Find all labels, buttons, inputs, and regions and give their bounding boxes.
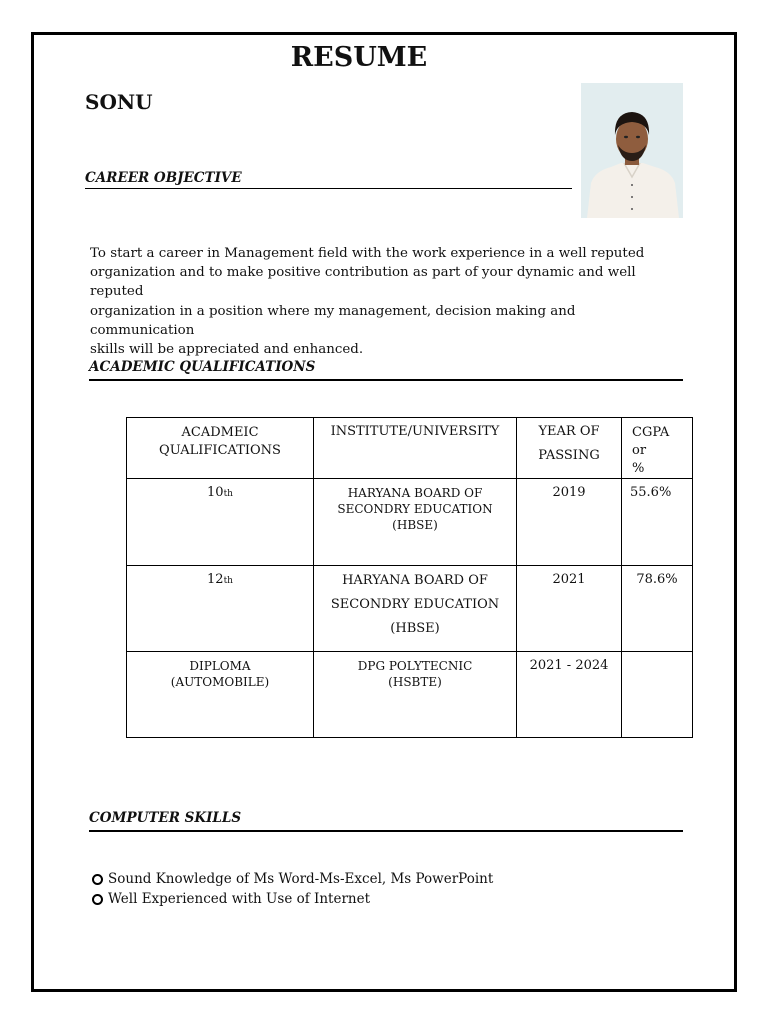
institute-line: (HBSE) [390,621,440,636]
qualification-line: DIPLOMA [189,659,251,673]
skills-list [92,869,493,909]
qualification-value: 10 [207,485,224,500]
computer-skills-rule [89,830,683,832]
institute-line: HARYANA BOARD OF [342,573,488,588]
career-objective-text [90,244,670,359]
institute-line: DPG POLYTECNIC [357,659,473,673]
career-objective-heading: CAREER OBJECTIVE [85,170,242,186]
cell-cgpa [622,652,693,738]
career-objective-rule [85,188,572,189]
header-text: YEAR OF [538,424,600,439]
header-text: QUALIFICATIONS [159,443,281,458]
table-row [127,479,693,566]
objective-line: organization in a position where my management, decision making and communication [90,303,576,338]
resume-title: RESUME [290,42,428,73]
table-row [127,652,693,738]
institute-line: (HSBTE) [388,675,442,689]
list-item [92,889,493,909]
skill-text: Sound Knowledge of Ms Word-Ms-Excel, Ms PowerPoint [108,871,494,887]
circle-bullet-icon [92,894,103,905]
cell-cgpa: 55.6% [622,479,693,566]
cell-institute [314,566,517,652]
qualification-suffix: th [223,576,233,586]
profile-photo [581,83,683,218]
table-header-row [127,418,693,479]
objective-line: skills will be appreciated and enhanced. [90,342,364,358]
cell-year: 2021 [517,566,622,652]
table-row [127,566,693,652]
header-text: INSTITUTE/UNIVERSITY [330,424,500,439]
cell-qualification [127,479,314,566]
header-cgpa [622,418,693,479]
qualifications-table [126,417,693,738]
header-text: CGPA or [632,425,670,458]
cell-qualification [127,566,314,652]
cell-institute [314,479,517,566]
header-year [517,418,622,479]
objective-line: organization and to make positive contribution as part of your dynamic and well reputed [90,265,636,300]
academic-rule [89,379,683,381]
qualification-line: (AUTOMOBILE) [170,675,270,689]
computer-skills-heading: COMPUTER SKILLS [89,810,242,826]
institute-line: SECONDRY EDUCATION [337,502,493,516]
header-text: PASSING [538,448,600,463]
qualification-suffix: th [223,489,233,499]
cell-institute [314,652,517,738]
academic-heading: ACADEMIC QUALIFICATIONS [89,359,316,375]
cell-year: 2019 [517,479,622,566]
cell-year: 2021 - 2024 [517,652,622,738]
header-institute [314,418,517,479]
header-text: % [632,461,645,476]
header-text: ACADMEIC [181,425,259,440]
header-qualification [127,418,314,479]
institute-line: SECONDRY EDUCATION [330,597,500,612]
institute-line: HARYANA BOARD OF [347,486,483,500]
candidate-name: SONU [85,90,153,114]
skill-text: Well Experienced with Use of Internet [108,891,371,907]
cell-qualification [127,652,314,738]
list-item [92,869,493,889]
qualification-value: 12 [207,572,224,587]
institute-line: (HBSE) [392,518,438,532]
objective-line: To start a career in Management field with the work experience in a well reputed [90,246,645,261]
circle-bullet-icon [92,874,103,885]
cell-cgpa: 78.6% [622,566,693,652]
